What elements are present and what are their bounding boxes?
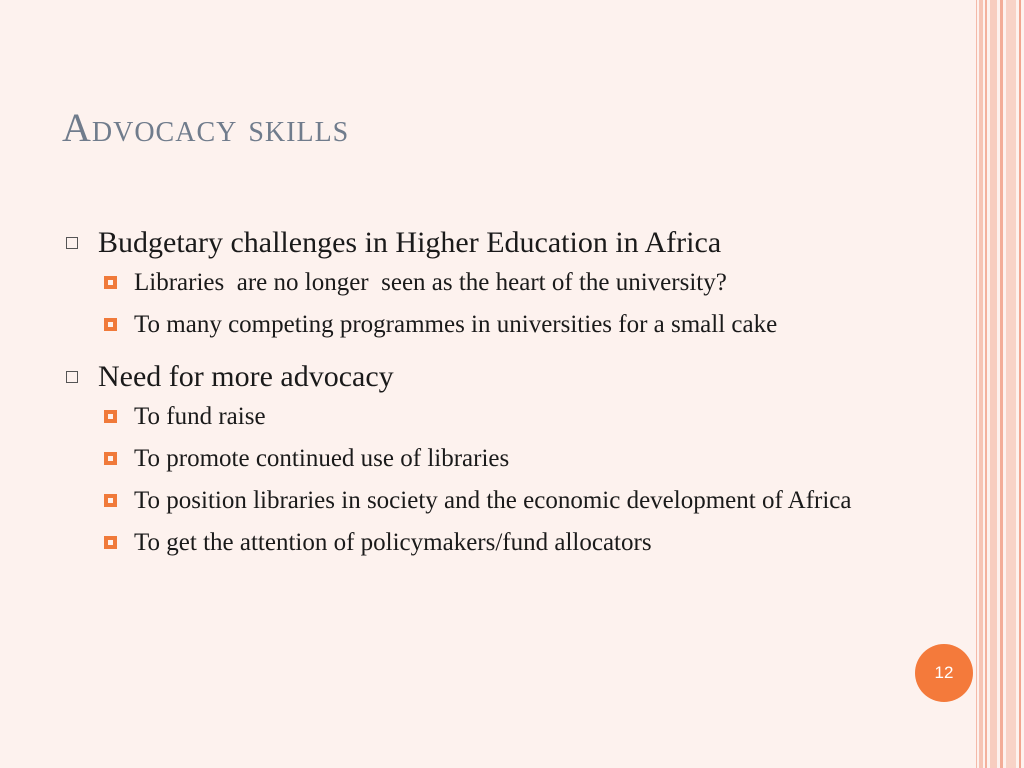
stripe xyxy=(990,0,997,768)
stripe xyxy=(979,0,983,768)
bullet-text: To fund raise xyxy=(134,403,266,430)
bullet-level2 xyxy=(62,525,954,560)
orange-square-bullet-icon xyxy=(104,276,117,289)
stripe xyxy=(976,0,977,768)
bullet-text: To position libraries in society and the economic development of Africa xyxy=(134,487,852,514)
page-number-badge: 12 xyxy=(915,644,973,702)
bullet-level2 xyxy=(62,265,954,300)
bullet-text: Libraries are no longer seen as the heart of the university? xyxy=(134,269,727,296)
decorative-stripes xyxy=(976,0,1024,768)
slide-content xyxy=(62,223,972,567)
bullet-level2 xyxy=(62,307,954,342)
bullet-level1 xyxy=(62,223,972,263)
hollow-square-bullet-icon xyxy=(66,371,78,383)
stripe xyxy=(1019,0,1021,768)
bullet-level1 xyxy=(62,357,972,397)
orange-square-bullet-icon xyxy=(104,494,117,507)
bullet-text: To many competing programmes in universities for a small cake xyxy=(134,311,778,338)
bullet-text: Need for more advocacy xyxy=(98,360,394,393)
hollow-square-bullet-icon xyxy=(66,237,78,249)
orange-square-bullet-icon xyxy=(104,452,117,465)
bullet-level2 xyxy=(62,399,954,434)
orange-square-bullet-icon xyxy=(104,410,117,423)
orange-square-bullet-icon xyxy=(104,536,117,549)
orange-square-bullet-icon xyxy=(104,318,117,331)
stripe xyxy=(1000,0,1003,768)
bullet-level2 xyxy=(62,441,954,476)
slide-title: Advocacy skills xyxy=(62,105,350,150)
bullet-text: To promote continued use of libraries xyxy=(134,445,510,472)
bullet-text: Budgetary challenges in Higher Education in Africa xyxy=(98,226,722,259)
stripe xyxy=(1006,0,1016,768)
stripe xyxy=(985,0,987,768)
bullet-level2 xyxy=(62,483,954,518)
bullet-text: To get the attention of policymakers/fund allocators xyxy=(134,529,652,556)
